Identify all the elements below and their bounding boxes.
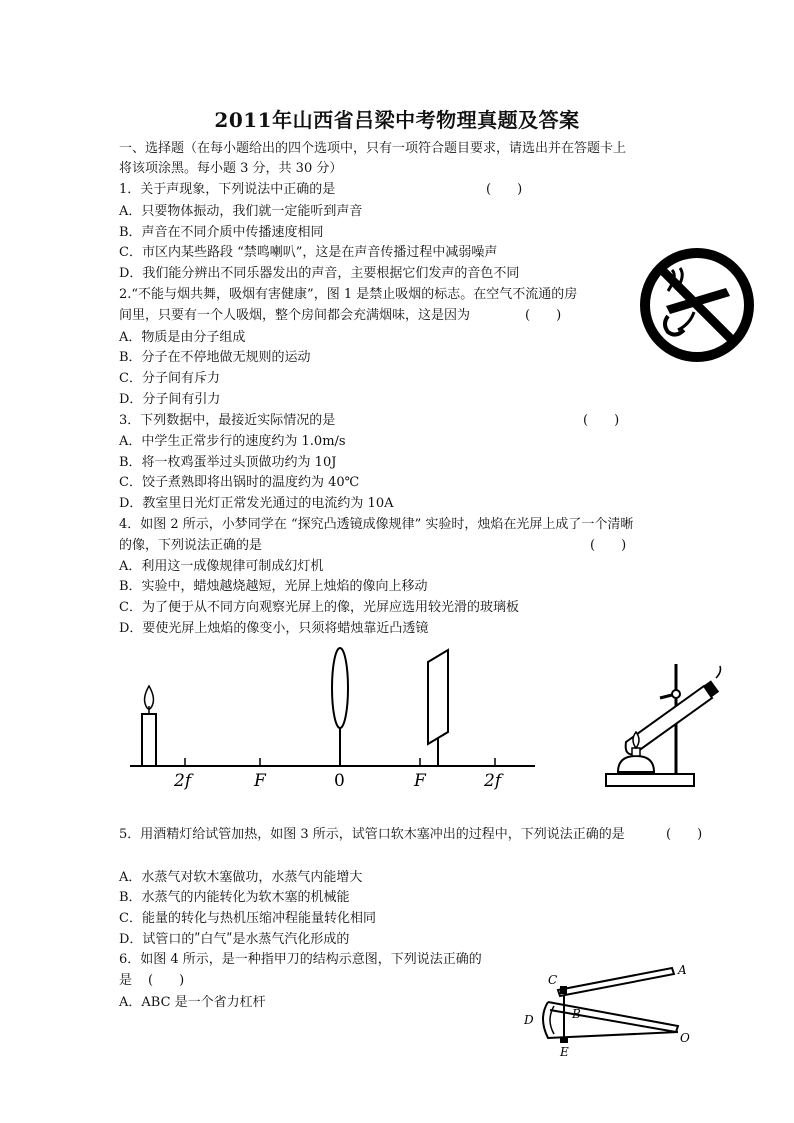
question-6-answer-paren: ( ) bbox=[148, 973, 185, 988]
question-3-option-b: B．将一枚鸡蛋举过头顶做功约为 10J bbox=[119, 455, 337, 470]
question-4-option-b: B．实验中，蜡烛越烧越短，光屏上烛焰的像向上移动 bbox=[119, 579, 428, 594]
question-6-stem-line1: 6．如图 4 所示，是一种指甲刀的结构示意图，下列说法正确的 bbox=[119, 952, 482, 967]
axis-label-origin: 0 bbox=[334, 771, 345, 791]
question-2-option-a: A．物质是由分子组成 bbox=[119, 330, 246, 345]
axis-label-2f-left: 2f bbox=[174, 771, 192, 791]
question-2-option-d: D．分子间有引力 bbox=[119, 392, 221, 407]
label-e: E bbox=[560, 1045, 569, 1059]
question-4-option-c: C．为了便于从不同方向观察光屏上的像，光屏应选用较光滑的玻璃板 bbox=[119, 600, 519, 615]
label-b: B bbox=[572, 1007, 581, 1021]
question-1-option-c: C．市区内某些路段 “禁鸣喇叭”，这是在声音传播过程中减弱噪声 bbox=[119, 245, 498, 260]
stand-base bbox=[606, 774, 694, 786]
question-3-stem: 3．下列数据中，最接近实际情况的是 bbox=[119, 413, 336, 428]
candle-icon bbox=[142, 686, 156, 766]
question-3-option-d: D．教室里日光灯正常发光通过的电流约为 10A bbox=[119, 496, 394, 511]
blade-e bbox=[560, 1038, 568, 1043]
question-5-stem: 5．用酒精灯给试管加热，如图 3 所示，试管口软木塞冲出的过程中，下列说法正确的是 bbox=[119, 827, 625, 842]
section-instructions-line1: 一、选择题（在每小题给出的四个选项中，只有一项符合题目要求，请选出并在答题卡上 bbox=[119, 141, 627, 156]
pivot-c bbox=[560, 986, 567, 994]
convex-lens-icon bbox=[332, 648, 348, 766]
question-5-option-a: A．水蒸气对软木塞做功，水蒸气内能增大 bbox=[119, 870, 363, 885]
test-tube-icon bbox=[626, 666, 721, 754]
question-4-stem-line1: 4．如图 2 所示，小梦同学在 “探究凸透镜成像规律” 实验时，烛焰在光屏上成了一个清晰 bbox=[119, 517, 634, 532]
question-5-option-c: C．能量的转化与热机压缩冲程能量转化相同 bbox=[119, 911, 376, 926]
no-smoking-sign-figure bbox=[638, 246, 756, 364]
question-2-option-c: C．分子间有斥力 bbox=[119, 371, 220, 386]
question-4-option-a: A．利用这一成像规律可制成幻灯机 bbox=[119, 559, 324, 574]
axis-label-f-left: F bbox=[254, 771, 266, 791]
question-4-option-d: D．要使光屏上烛焰的像变小，只须将蜡烛靠近凸透镜 bbox=[119, 621, 429, 636]
question-1-option-a: A．只要物体振动，我们就一定能听到声音 bbox=[119, 204, 363, 219]
clipper-lever-arm bbox=[558, 968, 674, 996]
question-2-stem-line2: 间里，只要有一个人吸烟，整个房间都会充满烟味，这是因为 bbox=[119, 308, 471, 323]
question-1-option-d: D．我们能分辨出不同乐器发出的声音，主要根据它们发声的音色不同 bbox=[119, 266, 520, 281]
clamp-icon bbox=[660, 690, 680, 698]
label-o: O bbox=[680, 1031, 690, 1045]
question-5-option-d: D．试管口的ʺ白气ʺ是水蒸气汽化形成的 bbox=[119, 932, 350, 947]
question-3-answer-paren: ( ) bbox=[583, 413, 620, 428]
test-tube-heating-figure bbox=[604, 660, 726, 790]
label-c: C bbox=[548, 973, 558, 987]
question-3-option-a: A．中学生正常步行的速度约为 1.0m/s bbox=[119, 434, 346, 449]
question-5-option-b: B．水蒸气的内能转化为软木塞的机械能 bbox=[119, 890, 350, 905]
question-2-option-b: B．分子在不停地做无规则的运动 bbox=[119, 350, 311, 365]
question-5-answer-paren: ( ) bbox=[666, 827, 703, 842]
question-3-option-c: C．饺子煮熟即将出锅时的温度约为 40℃ bbox=[119, 475, 360, 490]
label-d: D bbox=[524, 1013, 534, 1027]
question-4-stem-line2: 的像，下列说法正确的是 bbox=[119, 538, 263, 553]
question-6-option-a: A．ABC 是一个省力杠杆 bbox=[119, 995, 266, 1010]
section-instructions-line2: 将该项涂黑。每小题 3 分，共 30 分） bbox=[119, 161, 343, 176]
label-a: A bbox=[678, 963, 687, 977]
page-title: 2011年山西省吕梁中考物理真题及答案 bbox=[214, 108, 580, 132]
question-1-option-b: B．声音在不同介质中传播速度相同 bbox=[119, 225, 324, 240]
question-2-answer-paren: ( ) bbox=[525, 308, 562, 323]
lens-experiment-figure bbox=[130, 648, 540, 792]
question-1-stem: 1．关于声现象，下列说法中正确的是 bbox=[119, 182, 336, 197]
nail-clipper-figure bbox=[520, 962, 695, 1058]
question-2-stem-line1: 2.“不能与烟共舞，吸烟有害健康”，图 1 是禁止吸烟的标志。在空气不流通的房 bbox=[119, 287, 578, 302]
question-6-stem-line2: 是 bbox=[119, 973, 133, 988]
axis-label-2f-right: 2f bbox=[484, 771, 502, 791]
question-4-answer-paren: ( ) bbox=[590, 538, 627, 553]
light-screen-icon bbox=[428, 650, 448, 766]
axis-label-f-right: F bbox=[414, 771, 426, 791]
question-1-answer-paren: ( ) bbox=[486, 182, 523, 197]
